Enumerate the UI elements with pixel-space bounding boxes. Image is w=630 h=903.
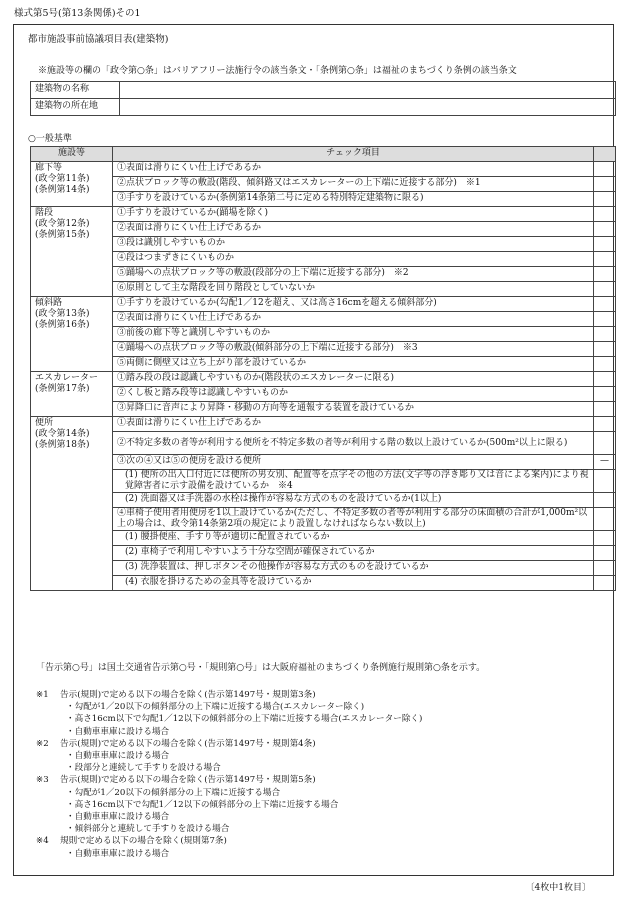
- check-header: チェック項目: [113, 147, 594, 162]
- check-mark-cell[interactable]: [594, 342, 616, 357]
- checklist-row: [31, 372, 616, 387]
- checklist-header-row: [31, 147, 616, 162]
- check-item-text: ④段はつまずきにくいものか: [113, 252, 594, 267]
- facility-line: (政令第12条): [35, 218, 90, 229]
- note-bullet: ・段部分と連続して手すりを設ける場合: [66, 763, 221, 774]
- check-item-text: ⑤踊場への点状ブロック等の敷設(段部分の上下端に近接する部分) ※2: [113, 267, 594, 282]
- checklist-row: [31, 432, 616, 455]
- checklist-row: [31, 282, 616, 297]
- note-bullet: ・傾斜部分と連続して手すりを設ける場合: [66, 824, 230, 835]
- facility-line: (条例第14条): [35, 184, 90, 195]
- facility-cell: [31, 207, 113, 297]
- checklist-row: [31, 387, 616, 402]
- check-mark-cell[interactable]: [594, 493, 616, 508]
- check-mark-cell[interactable]: [594, 576, 616, 591]
- checklist-row: [31, 192, 616, 207]
- facility-line: (条例第17条): [35, 383, 90, 394]
- check-mark-cell[interactable]: [594, 312, 616, 327]
- checklist-row: [31, 252, 616, 267]
- check-mark-cell[interactable]: [594, 237, 616, 252]
- note-heading: [36, 689, 422, 701]
- facility-cell: [31, 372, 113, 417]
- check-item-text: ①表面は滑りにくい仕上げであるか: [113, 417, 594, 432]
- checklist-row: [31, 297, 616, 312]
- checklist-row: [31, 267, 616, 282]
- checklist-row: [31, 177, 616, 192]
- document-title: 都市施設事前協議項目表(建築物): [28, 34, 169, 45]
- note-text: 告示(規則)で定める以下の場合を除く(告示第1497号・規則第4条): [60, 738, 316, 749]
- check-mark-cell[interactable]: [594, 297, 616, 312]
- check-item-text: ②くし板と踏み段等は認識しやすいものか: [113, 387, 594, 402]
- facility-line: 廊下等: [35, 163, 63, 173]
- check-mark-cell[interactable]: [594, 470, 616, 493]
- info-label: 建築物の名称: [31, 82, 120, 99]
- note-heading: [36, 774, 422, 786]
- facility-line: 便所: [35, 418, 54, 428]
- checklist-row: [31, 508, 616, 531]
- facility-line: 傾斜路: [35, 298, 63, 308]
- check-item-text: ①手すりを設けているか(勾配1／12を超え、又は高さ16cmを超える傾斜部分): [113, 297, 594, 312]
- checklist-row: [31, 222, 616, 237]
- check-item-text: ①踏み段の段は認識しやすいものか(階段状のエスカレーターに限る): [113, 372, 594, 387]
- check-mark-cell[interactable]: [594, 267, 616, 282]
- checklist-row: [31, 531, 616, 546]
- facility-line: (条例第15条): [35, 229, 90, 240]
- check-mark-cell[interactable]: [594, 252, 616, 267]
- check-mark-cell[interactable]: [594, 372, 616, 387]
- check-mark-cell[interactable]: [594, 222, 616, 237]
- note-text: 規則で定める以下の場合を除く(規則第7条): [60, 836, 227, 847]
- checklist-row: [31, 237, 616, 252]
- check-item-text: ⑥原則として主な階段を回り階段としていないか: [113, 282, 594, 297]
- facility-header: 施設等: [31, 147, 113, 162]
- form-number: 様式第5号(第13条関係)その1: [14, 8, 141, 19]
- document-frame: [13, 24, 614, 893]
- facility-line: (政令第14条): [35, 428, 90, 439]
- note-mark: ※3: [36, 775, 49, 786]
- note-bullet: ・勾配が1／20以下の傾斜部分の上下端に近接する場合: [66, 787, 281, 798]
- check-item-text: (1) 腰掛便座、手すり等が適切に配置されているか: [113, 531, 594, 546]
- check-item-text: ③次の④又は⑤の便房を設ける便所: [113, 455, 594, 470]
- facility-line: (条例第16条): [35, 319, 90, 330]
- facility-line: (政令第13条): [35, 308, 90, 319]
- checklist-row: [31, 207, 616, 222]
- check-item-text: ②点状ブロック等の敷設(階段、傾斜路又はエスカレーターの上下端に近接する部分) ※1: [113, 177, 594, 192]
- checklist-table: [30, 146, 616, 591]
- check-mark-cell[interactable]: [594, 357, 616, 372]
- note-bullet: ・高さ16cm以下で勾配1／12以下の傾斜部分の上下端に近接する場合(エスカレーター除く): [66, 714, 423, 725]
- building-info-table: [30, 81, 616, 116]
- note-heading: [36, 835, 422, 847]
- note-heading: [36, 738, 422, 750]
- facility-line: エスカレーター: [35, 373, 99, 383]
- top-note: ※施設等の欄の「政令第○条」はバリアフリー法施行令の該当条文・「条例第○条」は福祉のまちづくり条例の該当条文: [38, 66, 517, 76]
- checklist-row: [31, 493, 616, 508]
- note-bullet: ・自動車車庫に設ける場合: [66, 726, 170, 737]
- info-label: 建築物の所在地: [31, 99, 120, 116]
- checklist-row: [31, 417, 616, 432]
- check-mark-cell[interactable]: [594, 531, 616, 546]
- check-item-text: ⑤両側に側壁又は立ち上がり部を設けているか: [113, 357, 594, 372]
- facility-line: (条例第18条): [35, 439, 90, 450]
- note-mark: ※4: [36, 836, 49, 847]
- checkbox-header: [594, 147, 616, 162]
- info-value-field[interactable]: [120, 99, 616, 116]
- info-row: [31, 99, 616, 116]
- checklist-row: [31, 576, 616, 591]
- page-indicator: 〔4枚中1枚目〕: [525, 883, 591, 893]
- check-item-text: ④車椅子使用者用便房を1以上設けているか(ただし、不特定多数の者等が利用する部分の床面積の合計が1,000m²以上の場合は、政令第14条第2項の規定により設置しなければならない数以上): [113, 508, 594, 531]
- section-label: ○一般基準: [28, 134, 72, 144]
- exception-notes: [36, 689, 422, 860]
- check-mark-cell[interactable]: [594, 432, 616, 455]
- facility-cell: [31, 417, 113, 591]
- check-mark-cell[interactable]: [594, 192, 616, 207]
- check-mark-cell[interactable]: [594, 207, 616, 222]
- note-bullet: ・高さ16cm以下で勾配1／12以下の傾斜部分の上下端に近接する場合: [66, 799, 339, 810]
- note-bullet: ・勾配が1／20以下の傾斜部分の上下端に近接する場合(エスカレーター除く): [66, 702, 365, 713]
- check-item-text: (4) 衣服を掛けるための金具等を設けているか: [113, 576, 594, 591]
- checklist-row: [31, 357, 616, 372]
- check-item-text: (2) 洗面器又は手洗器の水栓は操作が容易な方式のものを設けているか(1以上): [113, 493, 594, 508]
- check-mark-cell[interactable]: [594, 282, 616, 297]
- check-item-text: ②表面は滑りにくい仕上げであるか: [113, 222, 594, 237]
- check-item-text: (1) 便所の出入口付近には便所の男女別、配置等を点字その他の方法(文字等の浮き彫り又は音による案内)により視覚障害者に示す設備を設けているか ※4: [113, 470, 594, 493]
- check-item-text: ③昇降口に音声により昇降・移動の方向等を通報する装置を設けているか: [113, 402, 594, 417]
- check-item-text: ①手すりを設けているか(踊場を除く): [113, 207, 594, 222]
- info-value-field[interactable]: [120, 82, 616, 99]
- check-item-text: ③前後の廊下等と識別しやすいものか: [113, 327, 594, 342]
- check-mark-cell[interactable]: [594, 417, 616, 432]
- check-mark-cell[interactable]: [594, 561, 616, 576]
- footnote: 「告示第○号」は国土交通省告示第○号・「規則第○号」は大阪府福祉のまちづくり条例施行規則第○条を示す。: [36, 663, 486, 673]
- note-mark: ※1: [36, 690, 49, 700]
- note-bullet: ・自動車車庫に設ける場合: [66, 812, 170, 823]
- note-bullet: ・自動車車庫に設ける場合: [66, 848, 170, 859]
- check-mark-cell[interactable]: [594, 546, 616, 561]
- check-mark-cell[interactable]: [594, 387, 616, 402]
- check-mark-cell[interactable]: [594, 177, 616, 192]
- checklist-row: [31, 561, 616, 576]
- facility-line: (政令第11条): [35, 173, 90, 184]
- facility-cell: [31, 162, 113, 207]
- checklist-row: [31, 470, 616, 493]
- note-text: 告示(規則)で定める以下の場合を除く(告示第1497号・規則第5条): [60, 775, 316, 786]
- checklist-row: [31, 342, 616, 357]
- checklist-row: [31, 162, 616, 177]
- facility-cell: [31, 297, 113, 372]
- check-mark-cell[interactable]: —: [594, 455, 616, 470]
- check-item-text: ③段は識別しやすいものか: [113, 237, 594, 252]
- checklist-row: [31, 546, 616, 561]
- checklist-row: [31, 312, 616, 327]
- check-mark-cell[interactable]: [594, 402, 616, 417]
- checklist-row: [31, 327, 616, 342]
- check-item-text: ①表面は滑りにくい仕上げであるか: [113, 162, 594, 177]
- check-item-text: (3) 洗浄装置は、押しボタンその他操作が容易な方式のものを設けているか: [113, 561, 594, 576]
- check-item-text: ④踊場への点状ブロック等の敷設(傾斜部分の上下端に近接する部分) ※3: [113, 342, 594, 357]
- facility-line: 階段: [35, 208, 54, 218]
- note-bullet: ・自動車車庫に設ける場合: [66, 751, 170, 762]
- check-item-text: ③手すりを設けているか(条例第14条第二号に定める特別特定建築物に限る): [113, 192, 594, 207]
- info-row: [31, 82, 616, 99]
- check-mark-cell[interactable]: [594, 508, 616, 531]
- note-mark: ※2: [36, 738, 49, 749]
- note-text: 告示(規則)で定める以下の場合を除く(告示第1497号・規則第3条): [60, 690, 316, 700]
- check-mark-cell[interactable]: [594, 327, 616, 342]
- check-item-text: (2) 車椅子で利用しやすいよう十分な空間が確保されているか: [113, 546, 594, 561]
- checklist-row: [31, 455, 616, 470]
- check-item-text: ②表面は滑りにくい仕上げであるか: [113, 312, 594, 327]
- check-mark-cell[interactable]: [594, 162, 616, 177]
- checklist-row: [31, 402, 616, 417]
- check-item-text: ②不特定多数の者等が利用する便所を不特定多数の者等が利用する階の数以上設けているか(500m²以上に限る): [113, 432, 594, 455]
